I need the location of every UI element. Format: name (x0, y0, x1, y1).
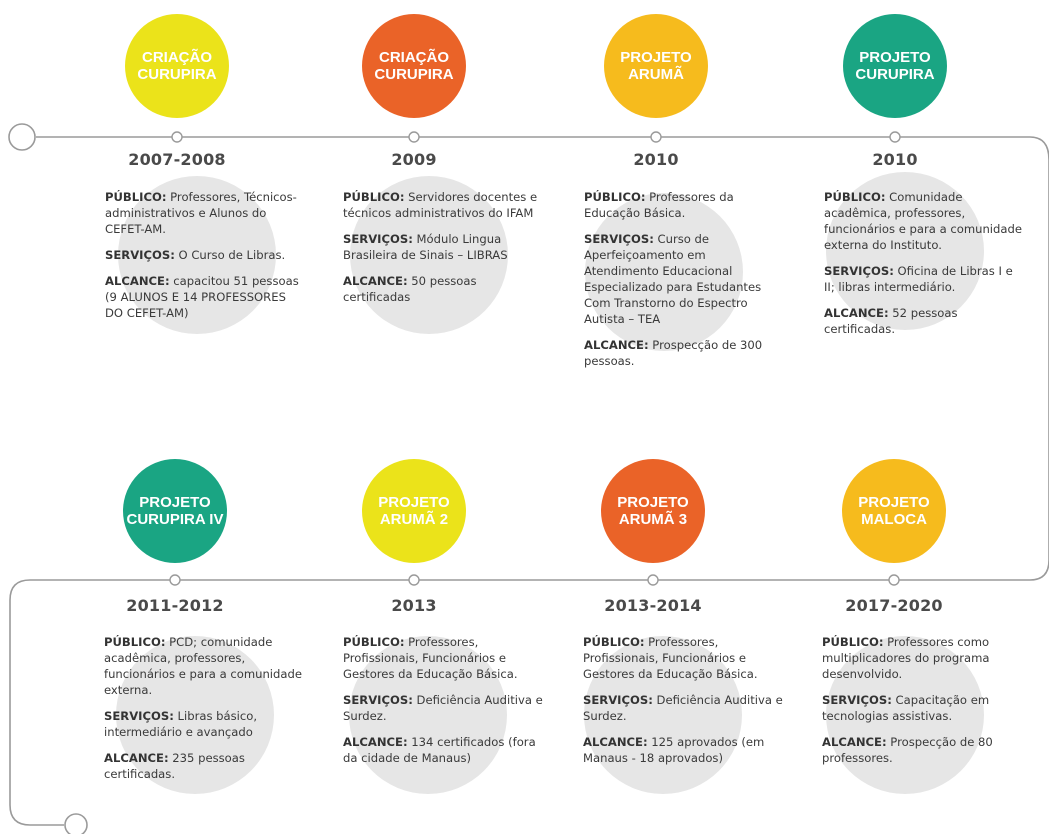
detail-publico-text: Comunidade acadêmica, professores, funcionários e para a comunidade externa do Instituto. (824, 190, 1022, 252)
milestone-badge: PROJETO ARUMÃ 2 (362, 459, 466, 563)
detail-publico-label: PÚBLICO: (583, 635, 645, 649)
detail-alcance-label: ALCANCE: (584, 338, 649, 352)
detail-servicos-label: SERVIÇOS: (343, 693, 413, 707)
timeline-end-node (65, 814, 87, 834)
detail-publico-text: Professores, Técnicos- administrativos e Alunos do CEFET-AM. (105, 190, 297, 236)
detail-servicos-text: Libras básico, intermediário e avançado (104, 709, 258, 739)
timeline-node (648, 575, 658, 585)
detail-publico-label: PÚBLICO: (824, 190, 886, 204)
milestone-badge: PROJETO CURUPIRA (843, 14, 947, 118)
milestone-badge: PROJETO MALOCA (842, 459, 946, 563)
milestone-details (343, 189, 543, 315)
detail-alcance (583, 734, 783, 766)
detail-alcance-label: ALCANCE: (343, 274, 408, 288)
detail-alcance-label: ALCANCE: (583, 735, 648, 749)
milestone-details (105, 189, 305, 331)
milestone-badge: PROJETO ARUMÃ (604, 14, 708, 118)
detail-publico-label: PÚBLICO: (343, 190, 405, 204)
milestone-year: 2017-2020 (845, 596, 943, 615)
detail-alcance-text: 125 aprovados (em Manaus - 18 aprovados) (583, 735, 765, 765)
detail-servicos-text: Capacitação em tecnologias assistivas. (822, 693, 990, 723)
detail-alcance (584, 337, 784, 369)
detail-alcance-text: Prospecção de 80 professores. (822, 735, 993, 765)
detail-servicos-text: Deficiência Auditiva e Surdez. (343, 693, 543, 723)
milestone-year: 2007-2008 (128, 150, 226, 169)
detail-publico-text: PCD; comunidade acadêmica, professores, funcionários e para a comunidade externa. (104, 635, 302, 697)
timeline-node (172, 132, 182, 142)
milestone-year: 2013 (391, 596, 437, 615)
detail-alcance-text: 134 certificados (fora da cidade de Manaus) (343, 735, 536, 765)
timeline-node (409, 132, 419, 142)
detail-alcance-label: ALCANCE: (104, 751, 169, 765)
detail-alcance-text: 52 pessoas certificadas. (824, 306, 958, 336)
detail-publico-label: PÚBLICO: (584, 190, 646, 204)
detail-alcance-label: ALCANCE: (105, 274, 170, 288)
milestone-badge: PROJETO CURUPIRA IV (123, 459, 227, 563)
detail-servicos-text: Deficiência Auditiva e Surdez. (583, 693, 783, 723)
detail-publico (824, 189, 1024, 253)
detail-servicos-text: Módulo Lingua Brasileira de Sinais – LIBRAS (343, 232, 508, 262)
milestone-badge: PROJETO ARUMÃ 3 (601, 459, 705, 563)
detail-publico-label: PÚBLICO: (104, 635, 166, 649)
detail-publico (343, 189, 543, 221)
detail-alcance (105, 273, 305, 321)
milestone-details (104, 634, 304, 792)
detail-servicos-label: SERVIÇOS: (104, 709, 174, 723)
milestone-details (822, 634, 1022, 776)
detail-alcance (824, 305, 1024, 337)
detail-servicos (105, 247, 305, 263)
timeline-node (170, 575, 180, 585)
detail-servicos (343, 692, 543, 724)
milestone-details (583, 634, 783, 776)
detail-alcance-label: ALCANCE: (822, 735, 887, 749)
timeline-node (651, 132, 661, 142)
detail-servicos-label: SERVIÇOS: (583, 693, 653, 707)
milestone-badge: CRIAÇÃO CURUPIRA (125, 14, 229, 118)
milestone-year: 2010 (872, 150, 918, 169)
detail-servicos-label: SERVIÇOS: (105, 248, 175, 262)
detail-alcance-text: 50 pessoas certificadas (343, 274, 477, 304)
timeline-start-node (9, 124, 35, 150)
detail-publico (105, 189, 305, 237)
detail-alcance-label: ALCANCE: (343, 735, 408, 749)
detail-alcance-text: capacitou 51 pessoas (9 ALUNOS E 14 PROFESSORES DO CEFET-AM) (105, 274, 299, 320)
detail-publico (583, 634, 783, 682)
timeline-node (889, 575, 899, 585)
milestone-details (584, 189, 784, 379)
detail-alcance (104, 750, 304, 782)
milestone-badge: CRIAÇÃO CURUPIRA (362, 14, 466, 118)
detail-alcance-label: ALCANCE: (824, 306, 889, 320)
detail-servicos-text: Curso de Aperfeiçoamento em Atendimento Educacional Especializado para Estudantes Com Transtorno do Espectro Autista – TEA (584, 232, 762, 326)
milestone-year: 2010 (633, 150, 679, 169)
detail-servicos (343, 231, 543, 263)
detail-servicos-label: SERVIÇOS: (822, 693, 892, 707)
detail-publico (343, 634, 543, 682)
milestone-year: 2011-2012 (126, 596, 224, 615)
milestone-details (343, 634, 543, 776)
detail-servicos (104, 708, 304, 740)
detail-publico (104, 634, 304, 698)
detail-publico-text: Professores, Profissionais, Funcionários e Gestores da Educação Básica. (343, 635, 518, 681)
detail-publico-text: Professores, Profissionais, Funcionários e Gestores da Educação Básica. (583, 635, 758, 681)
timeline-node (890, 132, 900, 142)
detail-alcance (343, 273, 543, 305)
detail-alcance-text: 235 pessoas certificadas. (104, 751, 245, 781)
detail-publico (822, 634, 1022, 682)
timeline-curve-right (1030, 137, 1049, 580)
detail-servicos (824, 263, 1024, 295)
timeline-curve-left (10, 580, 64, 825)
detail-servicos (583, 692, 783, 724)
detail-alcance (343, 734, 543, 766)
detail-servicos-text: Oficina de Libras I e II; libras intermediário. (824, 264, 1013, 294)
detail-alcance (822, 734, 1022, 766)
detail-publico-label: PÚBLICO: (105, 190, 167, 204)
detail-servicos-text: O Curso de Libras. (178, 248, 286, 262)
detail-servicos (822, 692, 1022, 724)
detail-alcance-text: Prospecção de 300 pessoas. (584, 338, 763, 368)
milestone-year: 2013-2014 (604, 596, 702, 615)
detail-servicos-label: SERVIÇOS: (824, 264, 894, 278)
detail-publico-text: Professores como multiplicadores do programa desenvolvido. (822, 635, 990, 681)
detail-publico-label: PÚBLICO: (343, 635, 405, 649)
milestone-details (824, 189, 1024, 347)
detail-publico-text: Servidores docentes e técnicos administrativos do IFAM (343, 190, 538, 220)
detail-publico-text: Professores da Educação Básica. (584, 190, 734, 220)
milestone-year: 2009 (391, 150, 437, 169)
detail-publico (584, 189, 784, 221)
detail-servicos-label: SERVIÇOS: (343, 232, 413, 246)
timeline-node (409, 575, 419, 585)
detail-publico-label: PÚBLICO: (822, 635, 884, 649)
detail-servicos (584, 231, 784, 327)
detail-servicos-label: SERVIÇOS: (584, 232, 654, 246)
